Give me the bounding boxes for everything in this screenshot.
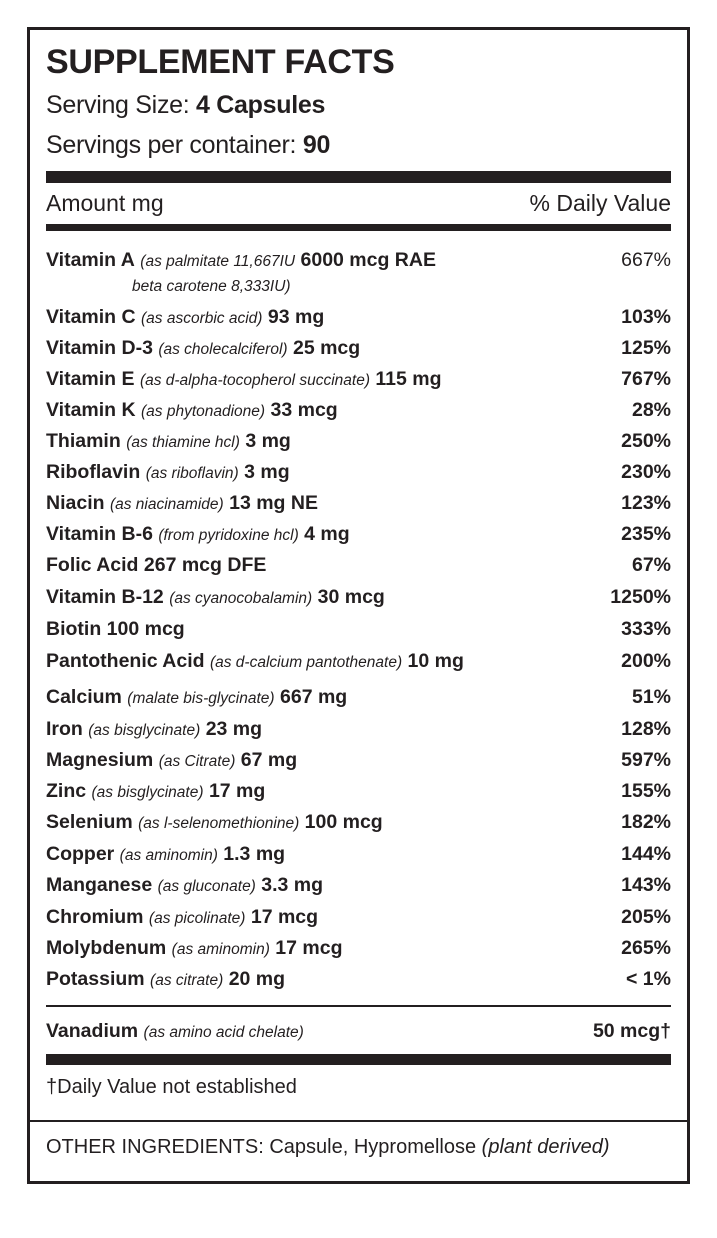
servings-per-container — [46, 131, 330, 160]
nutrient-amount: 6000 mcg RAE — [300, 249, 436, 271]
nutrient-name: Vitamin A — [46, 249, 135, 271]
serving-size — [46, 91, 325, 120]
nutrient-amount: 20 mg — [228, 968, 286, 990]
nutrient-daily-value: 667% — [621, 249, 671, 271]
nutrient-name: Biotin — [46, 618, 102, 640]
nutrient-daily-value: 28% — [631, 399, 671, 421]
nutrient-name: Vitamin E — [46, 368, 135, 390]
nutrient-daily-value: 103% — [621, 306, 671, 328]
nutrient-daily-value: 143% — [621, 874, 671, 896]
panel-title: SUPPLEMENT FACTS — [46, 43, 395, 81]
nutrient-amount: 100 mcg — [106, 618, 185, 640]
nutrient-source: (as Citrate) — [158, 753, 236, 770]
nutrient-row — [46, 249, 671, 279]
footnote: †Daily Value not established — [46, 1076, 297, 1098]
nutrient-source: (as aminomin) — [119, 847, 218, 864]
nutrient-row — [46, 718, 671, 748]
nutrient-daily-value: 597% — [621, 749, 671, 771]
nutrient-row — [46, 399, 671, 429]
nutrient-daily-value: 123% — [621, 492, 671, 514]
nutrient-name: Pantothenic Acid — [46, 650, 205, 672]
nutrient-name: Manganese — [46, 874, 153, 896]
nutrient-amount: 25 mcg — [292, 337, 361, 359]
nutrient-source: (as citrate) — [150, 972, 224, 989]
thick-divider-bottom — [46, 1054, 671, 1065]
nutrient-row — [46, 906, 671, 936]
nutrient-daily-value: 1250% — [610, 586, 671, 608]
nutrient-name: Thiamin — [46, 430, 121, 452]
nutrient-row — [46, 780, 671, 810]
nutrient-source: (as gluconate) — [157, 878, 256, 895]
nutrient-name: Calcium — [46, 686, 122, 708]
nutrient-amount: 17 mcg — [275, 937, 343, 959]
nutrient-amount: 267 mcg DFE — [143, 554, 267, 576]
vitamin-a-sub-source: beta carotene 8,333IU) — [132, 278, 291, 295]
nutrient-row — [46, 430, 671, 460]
nutrient-daily-value: 155% — [621, 780, 671, 802]
amount-header: Amount mg — [46, 190, 164, 216]
nutrient-row — [46, 968, 671, 998]
other-ingredients — [46, 1136, 610, 1159]
nutrient-name: Vitamin C — [46, 306, 136, 328]
nutrient-row — [46, 650, 671, 680]
nutrient-name: Selenium — [46, 811, 133, 833]
nutrient-source: (as palmitate 11,667IU — [140, 253, 296, 270]
nutrient-name: Potassium — [46, 968, 145, 990]
nutrient-row — [46, 554, 671, 584]
nutrient-name: Magnesium — [46, 749, 154, 771]
nutrient-row — [46, 937, 671, 967]
servings-value: 90 — [302, 131, 331, 159]
thick-divider-top — [46, 171, 671, 183]
servings-label: Servings per container: — [46, 131, 297, 159]
nutrient-daily-value: 128% — [621, 718, 671, 740]
daily-value-header: % Daily Value — [529, 190, 671, 216]
nutrient-amount: 1.3 mg — [223, 843, 286, 865]
nutrient-name: Zinc — [46, 780, 87, 802]
nutrient-daily-value: 333% — [621, 618, 671, 640]
nutrient-daily-value: 182% — [621, 811, 671, 833]
vanadium-name: Vanadium — [46, 1020, 139, 1042]
nutrient-amount: 10 mg — [407, 650, 464, 672]
nutrient-name: Copper — [46, 843, 115, 865]
vanadium-source: (as amino acid chelate) — [143, 1024, 304, 1041]
nutrient-amount: 23 mg — [205, 718, 263, 740]
supplement-facts-panel — [27, 27, 690, 1184]
column-header — [46, 190, 671, 220]
nutrient-daily-value: < 1% — [626, 968, 671, 990]
nutrient-source: (as cholecalciferol) — [158, 341, 288, 358]
nutrient-row — [46, 306, 671, 336]
nutrient-amount: 13 mg NE — [229, 492, 318, 514]
nutrient-daily-value: 144% — [621, 843, 671, 865]
nutrient-source: (as bisglycinate) — [88, 722, 201, 739]
nutrient-amount: 4 mg — [304, 523, 350, 545]
nutrient-source: (malate bis-glycinate) — [127, 690, 275, 707]
nutrient-amount: 3 mg — [244, 461, 290, 483]
nutrient-name: Vitamin D-3 — [46, 337, 153, 359]
nutrient-name: Vitamin B-12 — [46, 586, 164, 608]
nutrient-source: (as d-alpha-tocopherol succinate) — [139, 372, 370, 389]
nutrient-daily-value: 235% — [621, 523, 671, 545]
nutrient-daily-value: 67% — [631, 554, 671, 576]
nutrient-name: Folic Acid — [46, 554, 139, 576]
nutrient-name: Vitamin K — [46, 399, 136, 421]
nutrient-amount: 17 mcg — [250, 906, 319, 928]
nutrient-row — [46, 686, 671, 716]
nutrient-source: (as cyanocobalamin) — [169, 590, 313, 607]
nutrient-daily-value: 205% — [621, 906, 671, 928]
nutrient-daily-value: 767% — [621, 368, 671, 390]
nutrient-name: Iron — [46, 718, 83, 740]
nutrient-row — [46, 843, 671, 873]
nutrient-daily-value: 51% — [631, 686, 671, 708]
serving-size-label: Serving Size: — [46, 91, 190, 119]
nutrient-amount: 100 mcg — [304, 811, 383, 833]
nutrient-source: (as thiamine hcl) — [126, 434, 240, 451]
nutrient-row — [46, 523, 671, 553]
nutrient-name: Vitamin B-6 — [46, 523, 153, 545]
nutrient-source: (as riboflavin) — [145, 465, 239, 482]
nutrient-daily-value: 200% — [621, 650, 671, 672]
vanadium-value: 50 mcg† — [592, 1020, 671, 1042]
nutrient-amount: 93 mg — [267, 306, 325, 328]
nutrient-amount: 3 mg — [245, 430, 291, 452]
nutrient-row — [46, 368, 671, 398]
vanadium-row — [46, 1020, 671, 1050]
nutrient-row — [46, 749, 671, 779]
nutrient-source: (as ascorbic acid) — [141, 310, 263, 327]
nutrient-daily-value: 230% — [621, 461, 671, 483]
nutrient-amount: 667 mg — [280, 686, 348, 708]
nutrient-row — [46, 461, 671, 491]
other-ingredients-label: OTHER INGREDIENTS: Capsule, Hypromellose — [46, 1136, 477, 1158]
nutrient-source: (as aminomin) — [171, 941, 270, 958]
nutrient-amount: 115 mg — [375, 368, 442, 390]
nutrient-name: Molybdenum — [46, 937, 167, 959]
thin-divider — [46, 1005, 671, 1007]
nutrient-amount: 3.3 mg — [261, 874, 324, 896]
nutrient-daily-value: 265% — [621, 937, 671, 959]
nutrient-amount: 17 mg — [208, 780, 266, 802]
nutrient-source: (as l-selenomethionine) — [138, 815, 300, 832]
nutrient-source: (as d-calcium pantothenate) — [209, 654, 403, 671]
nutrient-name: Niacin — [46, 492, 105, 514]
other-ingredients-divider — [30, 1120, 687, 1122]
nutrient-amount: 67 mg — [240, 749, 298, 771]
medium-divider — [46, 224, 671, 231]
other-ingredients-note: (plant derived) — [481, 1136, 610, 1158]
nutrient-amount: 33 mcg — [270, 399, 338, 421]
nutrient-amount: 30 mcg — [317, 586, 385, 608]
serving-size-value: 4 Capsules — [196, 91, 326, 119]
nutrient-name: Riboflavin — [46, 461, 141, 483]
nutrient-row — [46, 492, 671, 522]
nutrient-source: (as phytonadione) — [141, 403, 266, 420]
nutrient-row — [46, 874, 671, 904]
nutrient-daily-value: 250% — [621, 430, 671, 452]
nutrient-row — [46, 811, 671, 841]
nutrient-source: (from pyridoxine hcl) — [158, 527, 299, 544]
nutrient-source: (as bisglycinate) — [91, 784, 204, 801]
nutrient-daily-value: 125% — [621, 337, 671, 359]
nutrient-source: (as niacinamide) — [109, 496, 224, 513]
nutrient-source: (as picolinate) — [148, 910, 246, 927]
nutrient-name: Chromium — [46, 906, 144, 928]
nutrient-row — [46, 337, 671, 367]
nutrient-row — [46, 586, 671, 616]
nutrient-row — [46, 618, 671, 648]
